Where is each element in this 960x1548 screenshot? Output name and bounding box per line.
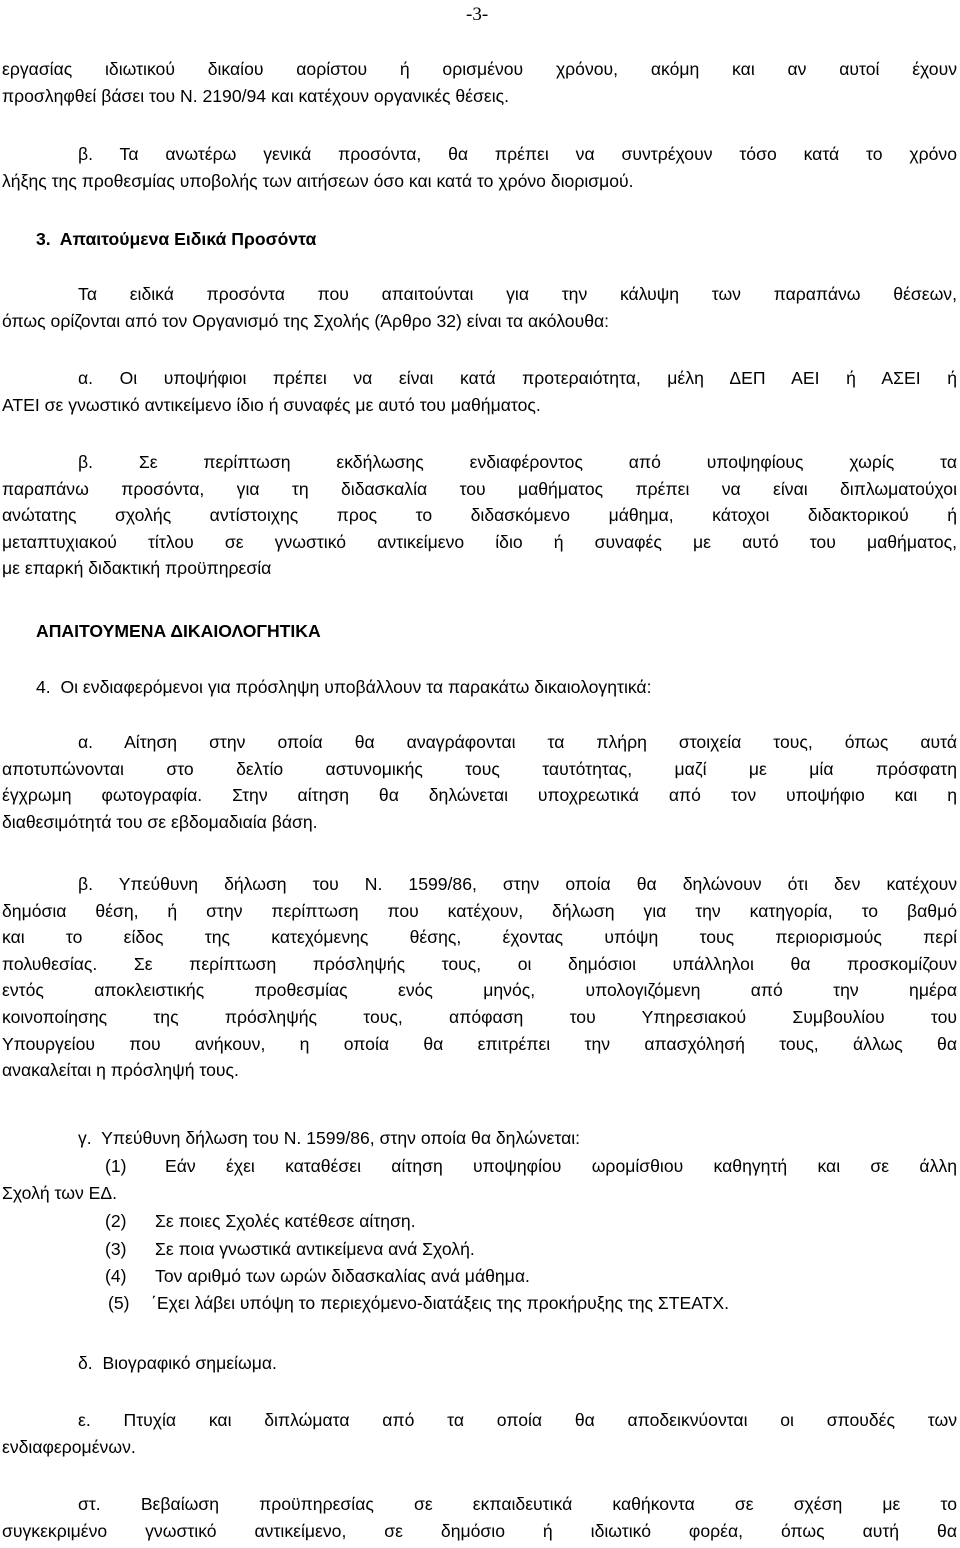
text-line: κοινοποίησης της πρόσληψής τους, απόφαση του Υπηρεσιακού Συμβουλίου του xyxy=(2,1006,957,1027)
heading-special-qualifications: 3. Απαιτούμενα Ειδικά Προσόντα xyxy=(36,229,317,249)
text-line: α. Αίτηση στην οποία θα αναγράφονται τα πλήρη στοιχεία τους, όπως αυτά xyxy=(78,732,957,752)
text-line: εργασίας ιδιωτικού δικαίου αορίστου ή ορισμένου χρόνου, ακόμη και αν αυτοί έχουν xyxy=(2,59,957,79)
paragraph-12 xyxy=(2,1491,957,1544)
text-line: και το είδος της κατεχόμενης θέσης, έχοντας υπόψη τους περιορισμούς περί xyxy=(2,927,957,948)
list-item xyxy=(2,1263,957,1290)
text-line: ΑΤΕΙ σε γνωστικό αντικείμενο ίδιο ή συναφές με αυτό του μαθήματος. xyxy=(2,394,541,415)
text-line: εντός αποκλειστικής προθεσμίας ενός μηνός, υπολογιζόμενη από την ημέρα xyxy=(2,980,957,1001)
list-item xyxy=(2,1153,957,1180)
paragraph-10: δ. Βιογραφικό σημείωμα. xyxy=(78,1353,277,1373)
list-item xyxy=(2,1290,957,1317)
text-line: α. Οι υποψήφιοι πρέπει να είναι κατά προτεραιότητα, μέλη ΔΕΠ ΑΕΙ ή ΑΣΕΙ ή xyxy=(78,368,957,388)
text-line: β. Σε περίπτωση εκδήλωσης ενδιαφέροντος από υποψηφίους χωρίς τα xyxy=(78,452,957,472)
list-item-text: Εάν έχει καταθέσει αίτηση υποψηφίου ωρομίσθιου καθηγητή και σε άλλη xyxy=(165,1156,957,1176)
text-line: ε. Πτυχία και διπλώματα από τα οποία θα αποδεικνύονται οι σπουδές των xyxy=(78,1410,957,1430)
list-item xyxy=(2,1236,957,1263)
text-line: ανώτατης σχολής αντίστοιχης προς το διδασκόμενο μάθημα, κάτοχοι διδακτορικού ή xyxy=(2,505,957,526)
text-line: στ. Βεβαίωση προϋπηρεσίας σε εκπαιδευτικά καθήκοντα σε σχέση με το xyxy=(78,1494,957,1514)
paragraph-9: γ. Υπεύθυνη δήλωση του Ν. 1599/86, στην οποία θα δηλώνεται: xyxy=(78,1128,581,1148)
list-item-text: Τον αριθμό των ωρών διδασκαλίας ανά μάθημα. xyxy=(155,1265,530,1286)
list-item-text: Σε ποιες Σχολές κατέθεσε αίτηση. xyxy=(155,1211,416,1232)
list-item-text: Σε ποια γνωστικά αντικείμενα ανά Σχολή. xyxy=(155,1238,475,1259)
paragraph-7 xyxy=(2,729,957,835)
paragraph-6: 4. Οι ενδιαφερόμενοι για πρόσληψη υποβάλλουν τα παρακάτω δικαιολογητικά: xyxy=(36,677,652,697)
list-item-number: (3) xyxy=(105,1238,127,1259)
paragraph-2 xyxy=(2,141,957,194)
declaration-list xyxy=(2,1153,957,1318)
paragraph-5 xyxy=(2,449,957,582)
text-line: β. Υπεύθυνη δήλωση του Ν. 1599/86, στην οποία θα δηλώνουν ότι δεν κατέχουν xyxy=(78,874,957,894)
paragraph-8 xyxy=(2,871,957,1084)
list-item xyxy=(2,1208,957,1235)
paragraph-1 xyxy=(2,56,957,109)
text-line: παραπάνω προσόντα, για τη διδασκαλία του μαθήματος πρέπει να είναι διπλωματούχοι xyxy=(2,478,957,499)
text-line: συγκεκριμένο γνωστικό αντικείμενο, σε δημόσιο ή ιδιωτικό φορέα, όπως αυτή θα xyxy=(2,1520,957,1541)
text-line: Υπουργείου που ανήκουν, η οποία θα επιτρέπει την απασχόλησή τους, άλλως θα xyxy=(2,1033,957,1054)
list-item-number: (4) xyxy=(105,1265,127,1286)
paragraph-3 xyxy=(2,281,957,334)
list-item-number: (1) xyxy=(105,1156,127,1176)
list-item-number: (5) xyxy=(108,1293,130,1314)
text-line: Τα ειδικά προσόντα που απαιτούνται για την κάλυψη των παραπάνω θέσεων, xyxy=(78,284,957,304)
list-item-text: ΄Εχει λάβει υπόψη το περιεχόμενο-διατάξεις της προκήρυξης της ΣΤΕΑΤΧ. xyxy=(151,1293,730,1314)
text-line: πολυθεσίας. Σε περίπτωση πρόσληψής τους, οι δημόσιοι υπάλληλοι θα προσκομίζουν xyxy=(2,953,957,974)
text-line: διαθεσιμότητά του σε εβδομαδιαία βάση. xyxy=(2,811,318,832)
page-number: -3- xyxy=(466,4,489,25)
text-line: ενδιαφερομένων. xyxy=(2,1436,136,1457)
text-line: όπως ορίζονται από τον Οργανισμό της Σχολής (Άρθρο 32) είναι τα ακόλουθα: xyxy=(2,310,610,331)
list-item-continuation: Σχολή των ΕΔ. xyxy=(2,1182,118,1203)
text-line: έγχρωμη φωτογραφία. Στην αίτηση θα δηλώνεται υποχρεωτικά από τον υποψήφιο και η xyxy=(2,785,957,806)
paragraph-4 xyxy=(2,365,957,418)
list-item-number: (2) xyxy=(105,1211,127,1232)
text-line: β. Τα ανωτέρω γενικά προσόντα, θα πρέπει να συντρέχουν τόσο κατά το χρόνο xyxy=(78,144,957,164)
text-line: προσληφθεί βάσει του Ν. 2190/94 και κατέχουν οργανικές θέσεις. xyxy=(2,85,509,106)
text-line: με επαρκή διδακτική προϋπηρεσία xyxy=(2,558,272,579)
text-line: μεταπτυχιακού τίτλου σε γνωστικό αντικείμενο ίδιο ή συναφές με αυτό του μαθήματος, xyxy=(2,531,957,552)
text-line: ανακαλείται η πρόσληψή τους. xyxy=(2,1060,239,1081)
text-line: λήξης της προθεσμίας υποβολής των αιτήσεων όσο και κατά το χρόνο διορισμού. xyxy=(2,170,634,191)
heading-required-documents: ΑΠΑΙΤΟΥΜΕΝΑ ΔΙΚΑΙΟΛΟΓΗΤΙΚΑ xyxy=(36,621,321,641)
paragraph-11 xyxy=(2,1407,957,1460)
text-line: αποτυπώνονται στο δελτίο αστυνομικής τους ταυτότητας, μαζί με μία πρόσφατη xyxy=(2,758,957,779)
text-line: δημόσια θέση, ή στην περίπτωση που κατέχουν, δήλωση για την κατηγορία, το βαθμό xyxy=(2,900,957,921)
